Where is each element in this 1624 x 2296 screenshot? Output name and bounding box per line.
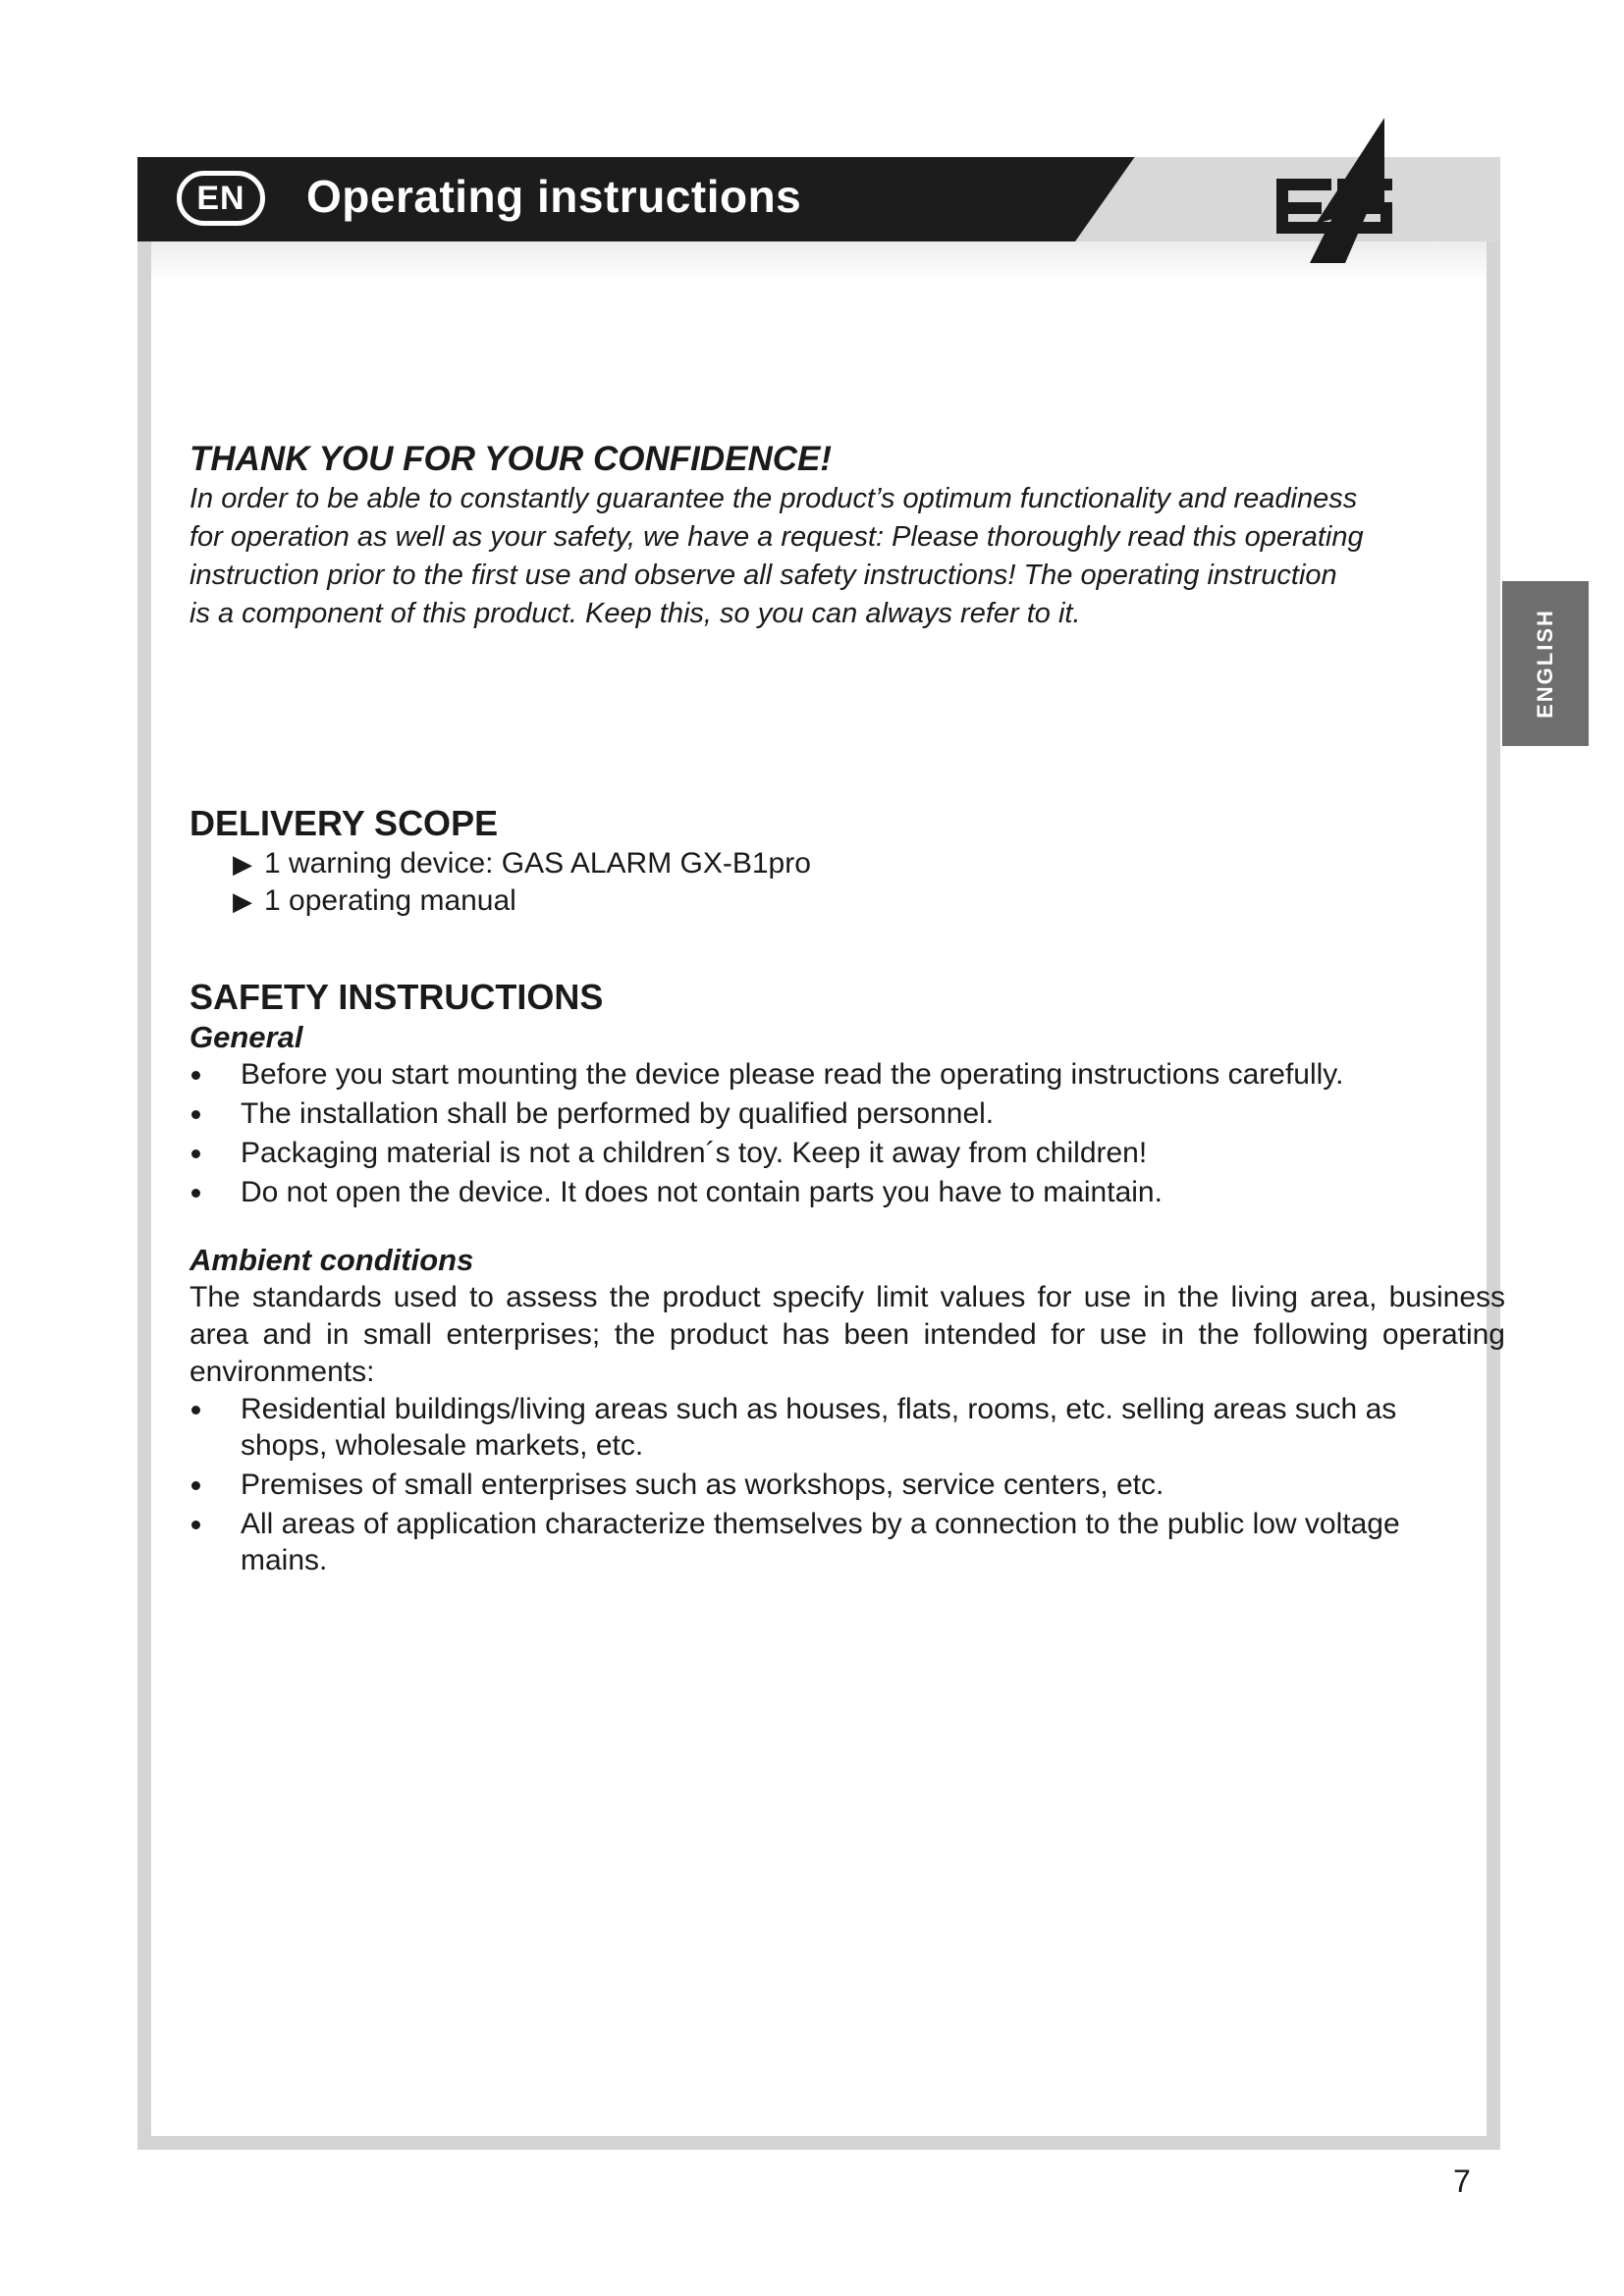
list-item-text: All areas of application characterize themselves by a connection to the public low voltage mains. [241, 1508, 1400, 1576]
language-badge: EN [177, 171, 265, 226]
ambient-heading: Ambient conditions [189, 1243, 474, 1277]
list-item [189, 1467, 1466, 1503]
bullet-icon [191, 1481, 200, 1490]
list-item [189, 1056, 1505, 1093]
ambient-section [189, 1242, 1505, 1581]
thanks-line: for operation as well as your safety, we have a request: Please thoroughly read this operating [189, 521, 1364, 553]
page-title: Operating instructions [306, 171, 802, 222]
bullet-icon [191, 1406, 200, 1415]
language-side-tab-label: ENGLISH [1533, 609, 1557, 719]
ambient-list [189, 1391, 1466, 1578]
page-number: 7 [1453, 2163, 1471, 2199]
arrow-right-icon: ▶ [233, 886, 252, 916]
arrow-right-icon: ▶ [233, 849, 252, 879]
list-item [189, 1095, 1505, 1132]
thanks-line: is a component of this product. Keep this, so you can always refer to it. [189, 598, 1081, 629]
thanks-section [189, 439, 1505, 633]
bullet-icon [191, 1521, 200, 1529]
list-item-text: The installation shall be performed by qualified personnel. [241, 1097, 995, 1130]
brand-logo-icon [1247, 116, 1414, 263]
list-item [233, 845, 1505, 882]
list-item [233, 882, 1505, 920]
list-item-text: Do not open the device. It does not contain parts you have to maintain. [241, 1176, 1163, 1208]
language-side-tab [1502, 581, 1589, 746]
bullet-icon [191, 1189, 200, 1198]
list-item-text: Residential buildings/living areas such as houses, flats, rooms, etc. selling areas such as shops, wholesale markets, etc. [241, 1393, 1397, 1462]
list-item [189, 1135, 1505, 1171]
general-list [189, 1056, 1505, 1210]
thanks-line: In order to be able to constantly guarantee the product’s optimum functionality and readiness [189, 483, 1358, 514]
thanks-heading: THANK YOU FOR YOUR CONFIDENCE! [189, 440, 833, 478]
delivery-heading: DELIVERY SCOPE [189, 803, 499, 843]
safety-heading: SAFETY INSTRUCTIONS [189, 977, 604, 1017]
list-item-text: Packaging material is not a children´s toy. Keep it away from children! [241, 1137, 1148, 1169]
delivery-list [189, 845, 1505, 920]
safety-section [189, 976, 1505, 1213]
general-heading: General [189, 1020, 303, 1054]
list-item-text: 1 operating manual [264, 884, 516, 917]
bullet-icon [191, 1071, 200, 1080]
list-item-text: 1 warning device: GAS ALARM GX-B1pro [264, 847, 811, 880]
ambient-text: The standards used to assess the product specify limit values for use in the living area, business area and in small enterprises; the product has been intended for use in the following operating environments: [189, 1281, 1505, 1388]
thanks-line: instruction prior to the first use and observe all safety instructions! The operating instruction [189, 560, 1337, 591]
list-item-text: Before you start mounting the device please read the operating instructions carefully. [241, 1058, 1344, 1091]
bullet-icon [191, 1149, 200, 1158]
list-item [189, 1174, 1505, 1210]
delivery-section [189, 802, 1505, 920]
list-item [189, 1506, 1466, 1578]
bullet-icon [191, 1110, 200, 1119]
list-item-text: Premises of small enterprises such as workshops, service centers, etc. [241, 1468, 1164, 1501]
list-item [189, 1391, 1466, 1464]
